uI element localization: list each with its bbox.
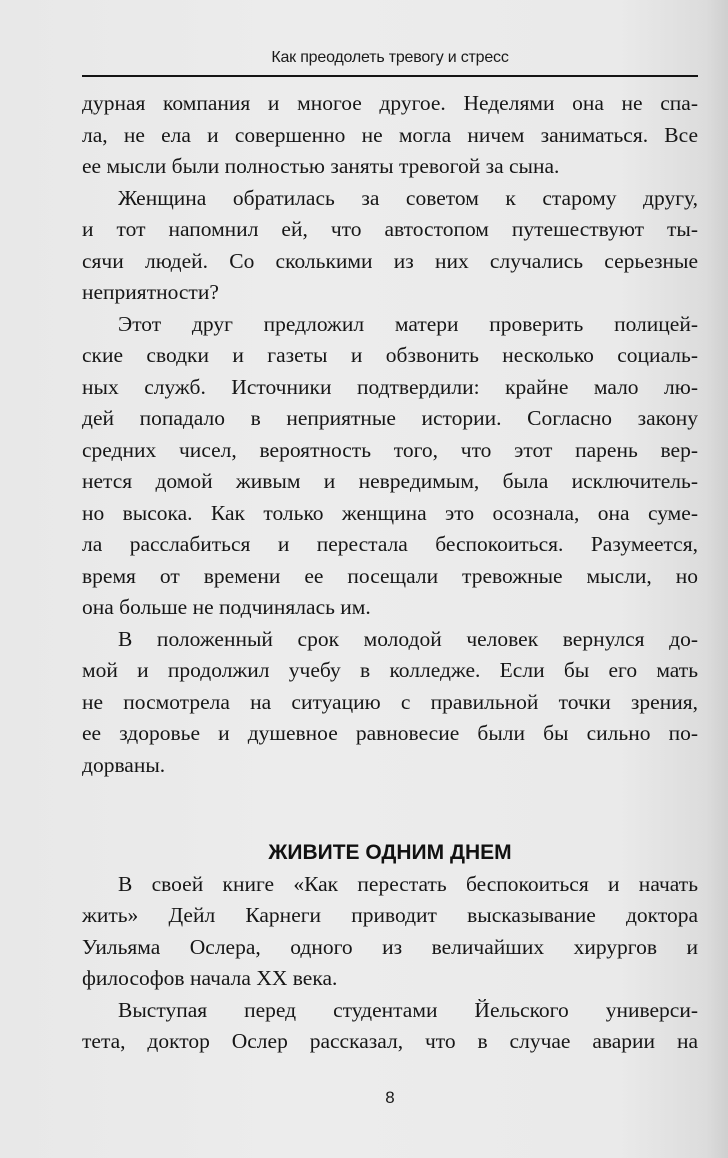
header-rule (82, 75, 698, 77)
text-line: она больше не подчинялась им. (82, 595, 371, 619)
text-line: дорваны. (82, 752, 166, 777)
text-line: В положенный срок молодой человек вернулся до- (118, 626, 698, 651)
text-line: Этот друг предложил матери проверить полицей- (118, 311, 698, 336)
text-line: но высока. Как только женщина это осознала, она суме- (82, 500, 698, 525)
text-line: и тот напомнил ей, что автостопом путешествуют ты- (82, 217, 698, 241)
running-head: Как преодолеть тревогу и стресс (271, 49, 509, 66)
page-number: 8 (385, 1088, 395, 1107)
page-body (82, 88, 698, 1058)
text-line: жить» Дейл Карнеги приводит высказывание доктора (82, 903, 698, 927)
text-line: Женщина обратилась за советом к старому другу, (118, 185, 698, 210)
text-line: тета, доктор Ослер рассказал, что в случае аварии на (82, 1029, 698, 1053)
text-line: дурная компания и многое другое. Неделями она не спа- (82, 91, 698, 115)
section-body-text (82, 869, 698, 1058)
text-line: Уильяма Ослера, одного из величайших хирургов и (82, 934, 698, 959)
text-line: ее мысли были полностью заняты тревогой за сына. (82, 154, 560, 178)
text-line: средних чисел, вероятность того, что этот парень вер- (82, 437, 698, 462)
text-line: ее здоровье и душевное равновесие были бы сильно по- (82, 721, 698, 745)
body-text (82, 88, 698, 781)
text-line: ных служб. Источники подтвердили: крайне мало лю- (82, 374, 698, 399)
text-line: дей попадало в неприятные истории. Согласно закону (82, 406, 698, 430)
text-line: неприятности? (82, 280, 219, 304)
text-line: философов начала XX века. (82, 966, 338, 990)
text-line: ские сводки и газеты и обзвонить несколько социаль- (82, 343, 698, 367)
text-line: ла, не ела и совершенно не могла ничем заниматься. Все (82, 122, 698, 147)
text-line: ла расслабиться и перестала беспокоиться. Разумеется, (82, 532, 698, 556)
text-line: мой и продолжил учебу в колледже. Если бы его мать (82, 658, 698, 682)
text-line: В своей книге «Как перестать беспокоиться и начать (118, 871, 698, 896)
text-line: нется домой живым и невредимым, была исключитель- (82, 469, 698, 493)
text-line: время от времени ее посещали тревожные мысли, но (82, 563, 698, 588)
text-line: не посмотрела на ситуацию с правильной точки зрения, (82, 689, 698, 714)
section-heading: ЖИВИТЕ ОДНИМ ДНЕМ (268, 841, 512, 864)
text-line: сячи людей. Со сколькими из них случались серьезные (82, 248, 698, 273)
text-line: Выступая перед студентами Йельского универси- (118, 997, 698, 1022)
